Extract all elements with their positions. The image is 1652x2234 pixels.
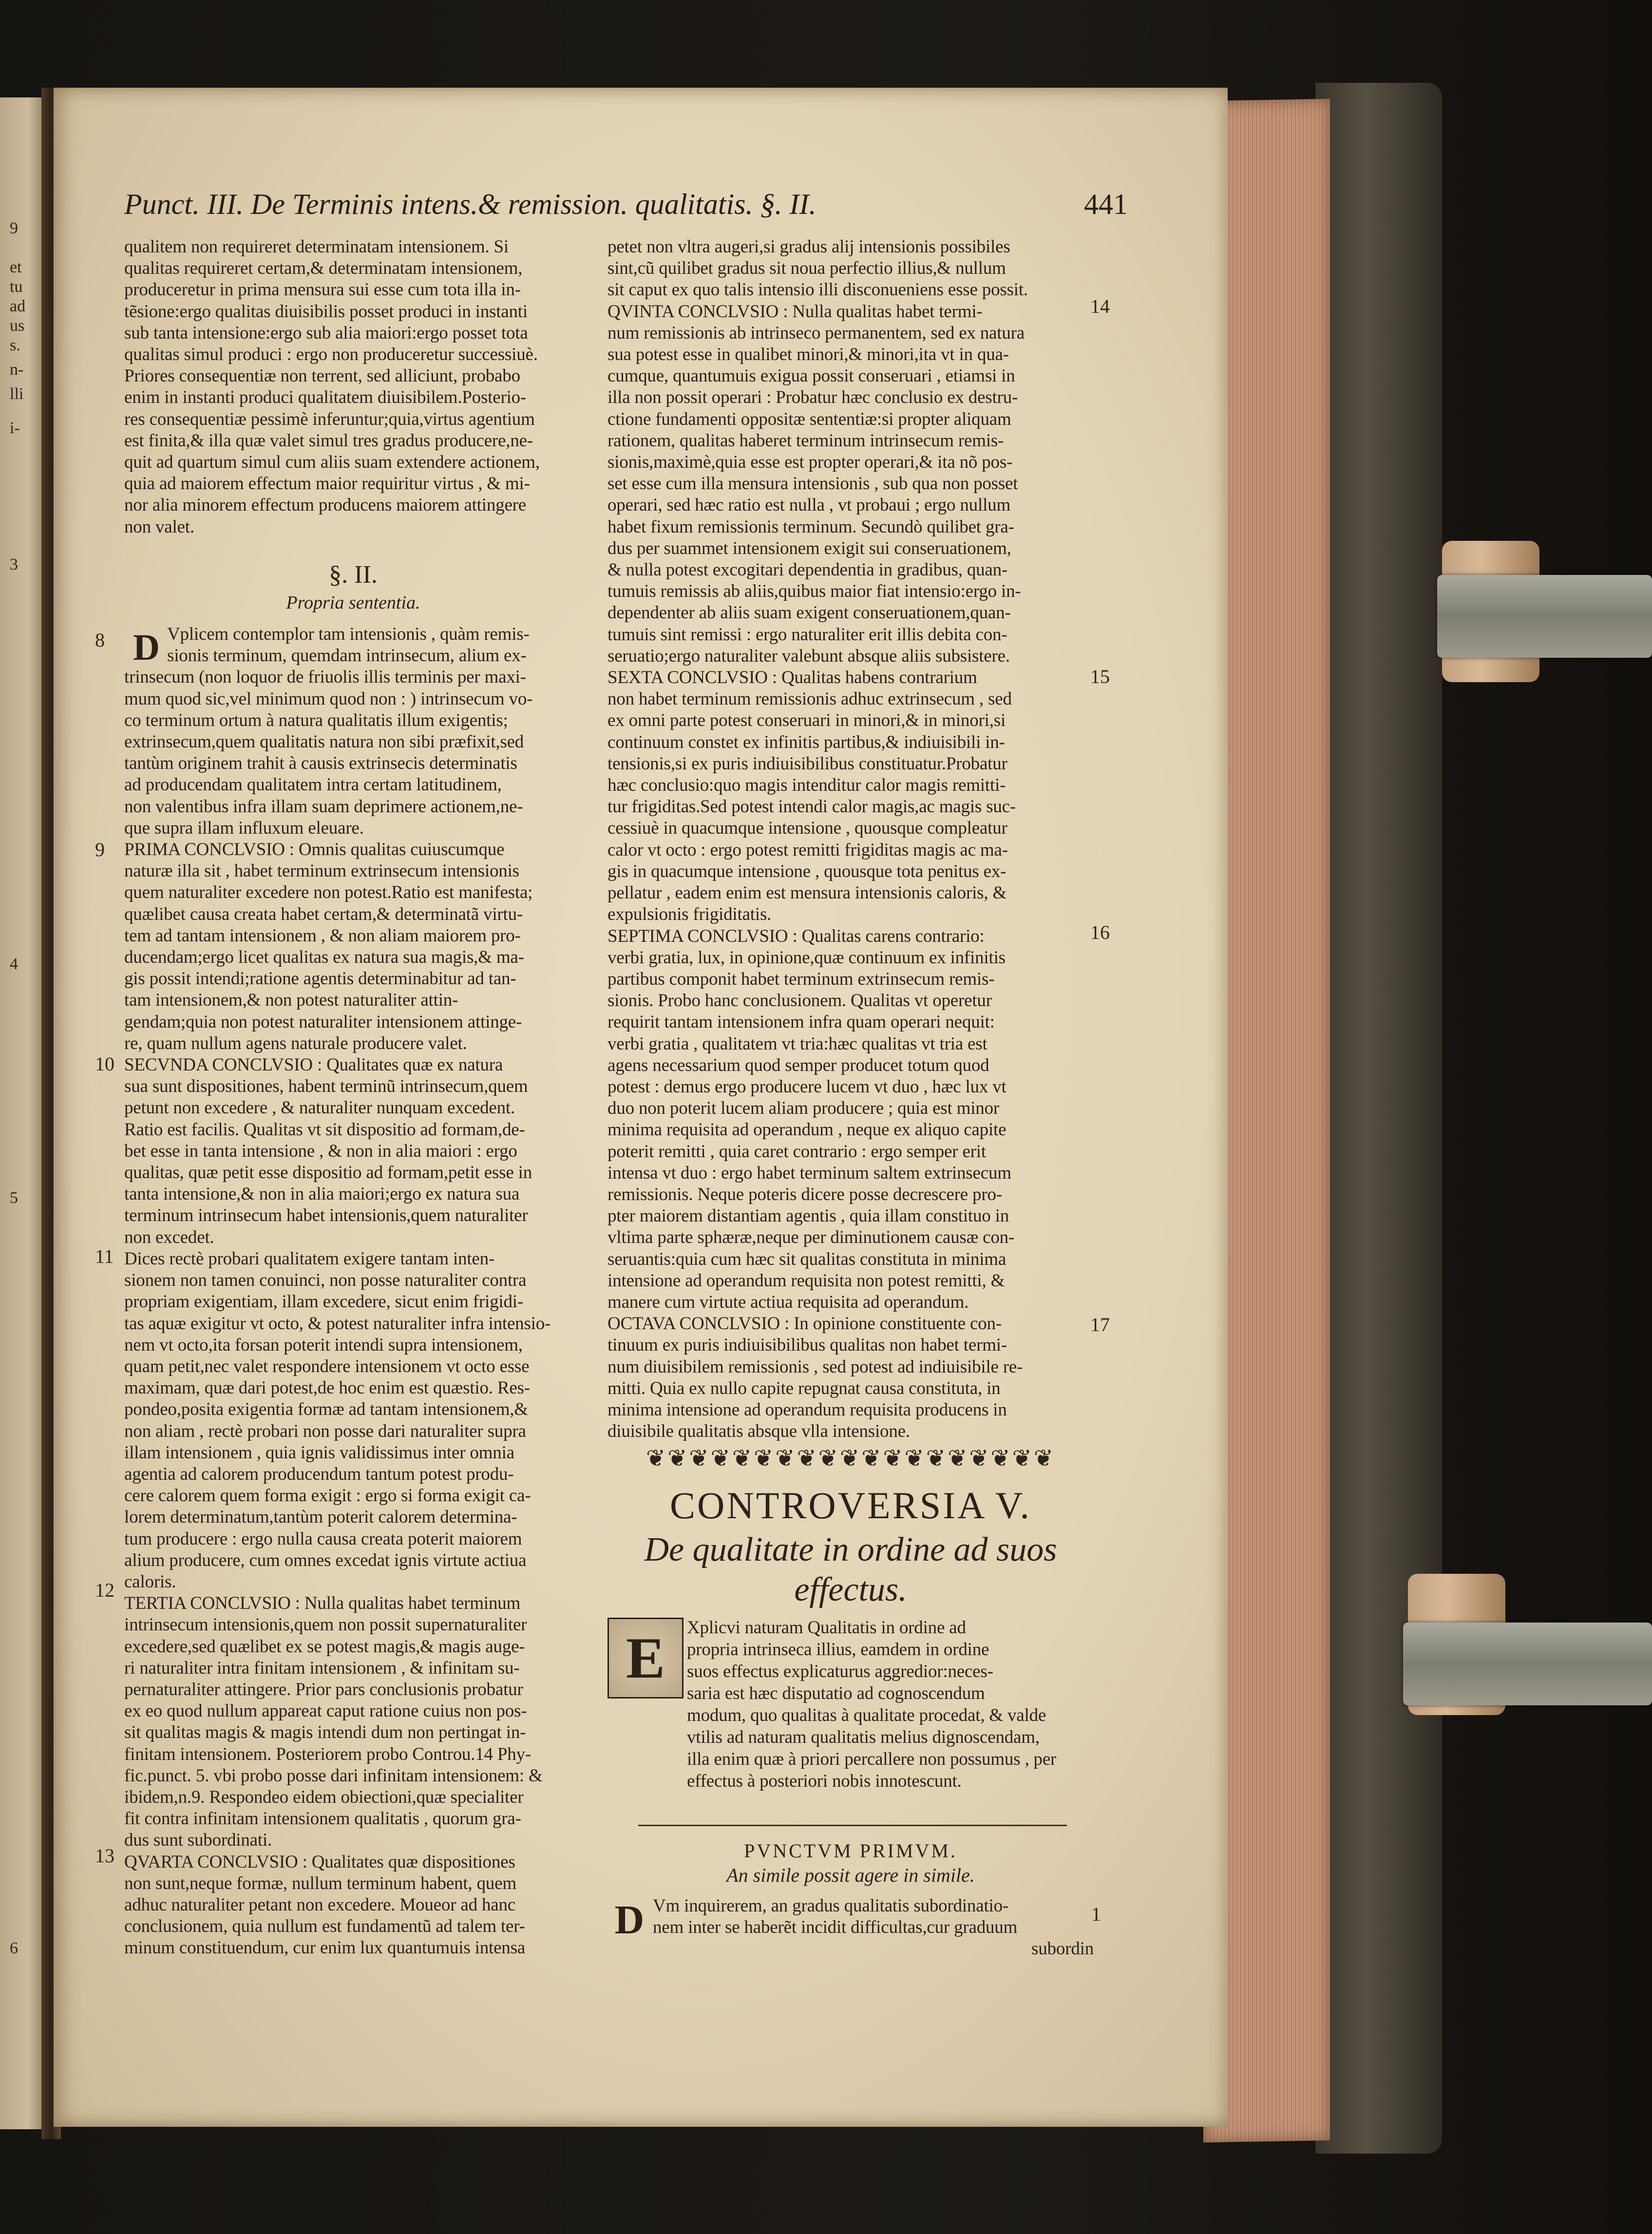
text-line: requirit tantam intensionem infra quam operari nequit:: [608, 1012, 995, 1032]
left-page-mark: tu: [10, 278, 23, 296]
text-line: tum producere : ergo nulla causa creata poterit maiorem: [124, 1528, 522, 1549]
text-line: maximam, quæ dari potest,de hoc enim est quæstio. Res-: [124, 1378, 530, 1398]
text-line: dependenter ab aliis suam exigent conseruationem,quan-: [608, 603, 1011, 623]
text-line: manere cum virtute actiua requisita ad operandum.: [608, 1292, 969, 1312]
text-line: saria est hæc disputatio ad cognoscendum: [687, 1683, 985, 1703]
text-line: QVINTA CONCLVSIO : Nulla qualitas habet termi-: [608, 301, 983, 322]
controversia-subtitle: De qualitate in ordine ad suos effectus.: [644, 1531, 1057, 1608]
section-subheading: Propria sententia.: [286, 592, 420, 613]
text-line: TERTIA CONCLVSIO : Nulla qualitas habet terminum: [124, 1593, 521, 1614]
text-line: pter maiorem distantiam agentis , quia illam constituo in: [608, 1206, 1009, 1226]
text-line: propria intrinseca illius, eamdem in ordine: [687, 1640, 989, 1660]
left-page-mark: i-: [10, 419, 20, 437]
text-line: lorem determinatum,tantùm poterit calorem determina-: [124, 1507, 517, 1528]
text-line: pondeo,posita exigentia formæ ad tantam intensionem,&: [124, 1399, 528, 1420]
text-line: num remissionis ab intrinseco permanentem, sed ex natura: [608, 323, 1025, 343]
controversia-title: CONTROVERSIA V.: [670, 1484, 1031, 1527]
text-line: quem naturaliter excedere non potest.Ratio est manifesta;: [124, 882, 533, 903]
text-line: intensione ad operandum requisita non potest remitti, &: [608, 1270, 1005, 1291]
text-line: Ratio est facilis. Qualitas vt sit dispositio ad formam,de-: [124, 1119, 525, 1140]
text-line: potest : demus ergo producere lucem vt duo , hæc lux vt: [608, 1076, 1006, 1097]
text-line: nem inter se haberẽt incidit difficultas,cur graduum: [653, 1917, 1018, 1938]
text-line: agens necessarium quod semper producet totum quod: [608, 1055, 989, 1075]
text-line: tensionis,si ex puris indiuisibilibus constituatur.Probatur: [608, 753, 1007, 774]
text-line: sub tanta intensione:ergo sub alia maiori:ergo posset tota: [124, 323, 528, 343]
text-line: re, quam nullum agens naturale producere valet.: [124, 1033, 467, 1053]
text-line: num diuisibilem remissionis , sed potest ad indiuisibile re-: [608, 1356, 1023, 1377]
text-line: extrinsecum,quem qualitatis natura non sibi præfixit,sed: [124, 732, 524, 752]
text-line: rationem, qualitas haberet terminum intrinsecum remis-: [608, 430, 1004, 451]
text-line: duo non poterit lucem aliam producere ; quia est minor: [608, 1098, 999, 1119]
text-line: sit caput ex quo talis intensio illi disconueniens esse possit.: [608, 280, 1028, 300]
left-page-mark: 5: [10, 1189, 18, 1207]
text-line: vtilis ad naturam qualitatis melius dignoscendam,: [687, 1727, 1040, 1747]
margin-number: 14: [1090, 295, 1110, 317]
text-line: alium producere, cum omnes excedat ignis virtute actiua: [124, 1550, 527, 1570]
text-line: poterit remitti , quia caret contrario : ergo semper erit: [608, 1141, 986, 1162]
left-page-mark: lli: [10, 385, 24, 403]
text-line: que supra illam influxum eleuare.: [124, 818, 364, 838]
text-line: minima requisita ad operandum , neque ex aliquo capite: [608, 1120, 1006, 1140]
margin-number: 15: [1090, 666, 1110, 687]
margin-number: 9: [95, 839, 105, 860]
text-line: qualitem non requireret determinatam intensionem. Si: [124, 237, 509, 257]
controversia-intro-text: [687, 1617, 1094, 1792]
horizontal-rule: [638, 1825, 1067, 1826]
text-line: hæc conclusio:quo magis intenditur calor magis remitti-: [608, 775, 1006, 796]
margin-number: 13: [95, 1845, 114, 1867]
text-line: diuisibile qualitatis absque vlla intensione.: [608, 1421, 910, 1442]
text-line: continuum constet ex infinitis partibus,& indiuisibili in-: [608, 732, 1005, 752]
text-line: remissionis. Neque poteris dicere posse decrescere pro-: [608, 1184, 1002, 1204]
text-line: nem vt octo,ita forsan poterit intendi supra intensionem,: [124, 1335, 523, 1355]
text-line: seruatio;ergo naturaliter valebunt absque aliis subsistere.: [608, 646, 1010, 666]
text-line: SECVNDA CONCLVSIO : Qualitates quæ ex natura: [124, 1055, 503, 1075]
text-line: PRIMA CONCLVSIO : Omnis qualitas cuiuscumque: [124, 840, 505, 860]
text-line: tas aquæ exigitur vt octo, & potest naturaliter infra intensio-: [124, 1313, 551, 1334]
margin-number: 11: [95, 1245, 114, 1267]
text-line: terminum intrinsecum habet intensionis,quem naturaliter: [124, 1205, 528, 1226]
text-line: pernaturaliter attingere. Prior pars conclusionis probatur: [124, 1679, 523, 1699]
right-column-text: [608, 236, 1095, 1442]
text-line: bet esse in tanta intensione , & non in alia maiori : ergo: [124, 1141, 517, 1161]
text-line: calor vt octo : ergo potest remitti frigiditas magis ac ma-: [608, 840, 1008, 860]
text-line: fit contra infinitam intensionem qualitatis , quorum gra-: [124, 1809, 521, 1829]
metal-clasp-lower: [1403, 1623, 1652, 1705]
text-line: non sunt,neque formæ, nullum terminum habent, quem: [124, 1873, 516, 1893]
text-line: operari, sed hæc ratio est nulla , vt probaui ; ergo nullum: [608, 495, 1011, 516]
dropcap-d-final: D: [614, 1897, 645, 1943]
text-line: Dices rectè probari qualitatem exigere tantam inten-: [124, 1248, 495, 1269]
text-line: suos effectus explicaturus aggredior:neces-: [687, 1661, 993, 1681]
text-line: petunt non excedere , & naturaliter nunquam excedent.: [124, 1098, 515, 1118]
text-line: gis possit intendi;ratione agentis determinabitur ad tan-: [124, 969, 516, 989]
text-line: OCTAVA CONCLVSIO : In opinione constituente con-: [608, 1314, 1002, 1334]
margin-number: 12: [95, 1579, 114, 1601]
text-line: qualitas simul produci : ergo non produceretur successiuè.: [124, 344, 538, 365]
text-line: ri naturaliter intra finitam intensionem , & infinitam su-: [124, 1658, 520, 1678]
text-line: ad producendam qualitatem intra certam latitudinem,: [124, 775, 502, 795]
text-line: verbi gratia , qualitatem vt tria:hæc qualitas vt tria est: [608, 1033, 987, 1054]
text-line: tinuum ex puris indiuisibilibus qualitas non habet termi-: [608, 1335, 1007, 1356]
text-line: sionem non tamen conuinci, non posse naturaliter contra: [124, 1270, 527, 1291]
margin-number: 16: [1090, 921, 1110, 943]
text-line: propriam exigentiam, illam excedere, sicut enim frigidi-: [124, 1292, 523, 1312]
text-line: ducendam;ergo licet qualitas ex natura sua magis,& ma-: [124, 947, 524, 968]
page-number: 441: [1084, 188, 1128, 220]
text-line: dus sunt subordinati.: [124, 1830, 272, 1851]
text-line: seruantis:quia cum hæc sit qualitas constituta in minima: [608, 1249, 1006, 1269]
text-line: subordin: [1031, 1939, 1094, 1959]
final-text: [653, 1895, 1094, 1960]
section-heading: §. II.: [329, 561, 378, 589]
text-line: non valet.: [124, 516, 194, 537]
text-line: sint,cũ quilibet gradus sit noua perfectio illius,& nullum: [608, 258, 1006, 279]
text-line: SEXTA CONCLVSIO : Qualitas habens contrarium: [608, 668, 977, 688]
text-line: fic.punct. 5. vbi probo posse dari infinitam intensionem: &: [124, 1765, 543, 1786]
margin-number: 10: [95, 1053, 114, 1075]
text-line: expulsionis frigiditatis.: [608, 904, 772, 925]
text-line: tantùm originem trahit à causis extrinsecis determinatis: [124, 753, 517, 774]
text-line: quia ad maiorem effectum maior requiritur virtus , & mi-: [124, 474, 530, 494]
text-line: SEPTIMA CONCLVSIO : Qualitas carens contrario:: [608, 926, 985, 946]
text-line: qualitas, quæ petit esse dispositio ad formam,petit esse in: [124, 1163, 532, 1183]
left-page-mark: 9: [10, 219, 18, 237]
text-line: quit ad quartum simul cum aliis suam extendere actionem,: [124, 452, 540, 473]
text-line: dus per suammet intensionem exigit sui conseruationem,: [608, 538, 1011, 558]
text-line: illa non possit operari : Probatur hæc conclusio ex destru-: [608, 387, 1018, 408]
margin-number: 8: [95, 629, 105, 651]
text-line: intrinsecum intensionis,quem non possit supernaturaliter: [124, 1615, 527, 1635]
text-line: cessiuè in quacumque intensione , quousque compleatur: [608, 818, 1007, 839]
left-page-mark: s.: [10, 336, 20, 354]
text-line: effectus à posteriori nobis innotescunt.: [687, 1771, 962, 1791]
final-margin-number: 1: [1091, 1903, 1101, 1925]
text-line: co terminum ortum à natura qualitatis illum exigentis;: [124, 710, 508, 730]
book-cover-board: [1315, 83, 1442, 2154]
text-line: gendam;quia non potest naturaliter intensionem attinge-: [124, 1012, 522, 1032]
text-line: non excedet.: [124, 1227, 214, 1247]
text-line: verbi gratia, lux, in opinione,quæ continuum ex infinitis: [608, 947, 1006, 968]
left-column-body: [124, 624, 582, 1959]
text-line: res consequentiæ pessimè inferuntur;quia,virtus agentium: [124, 409, 535, 429]
text-line: cumque, quantumuis exigua possit conseruari , etiamsi in: [608, 366, 1015, 386]
text-line: produceretur in prima mensura sui esse cum tota illa in-: [124, 280, 521, 300]
left-page-mark: 3: [10, 555, 18, 573]
running-header: [124, 188, 1128, 227]
text-line: sua potest esse in qualibet minori,& minori,ita vt in qua-: [608, 344, 1009, 365]
text-line: qualitas requireret certam,& determinatam intensionem,: [124, 258, 523, 279]
left-page-mark: 6: [10, 1939, 18, 1957]
left-page-mark: us: [10, 317, 25, 335]
text-line: trinsecum (non loquor de friuolis illis terminis per maxi-: [124, 667, 526, 687]
text-line: sionis. Probo hanc conclusionem. Qualitas vt operetur: [608, 991, 992, 1011]
text-line: intensa vt duo : ergo habet terminum saltem extrinsecum: [608, 1163, 1011, 1183]
text-line: minima intensione ad operandum requisita producens in: [608, 1399, 1007, 1420]
left-page-mark: n-: [10, 361, 24, 379]
text-line: non aliam , rectè probari non posse dari naturaliter supra: [124, 1421, 526, 1441]
text-line: mum quod sic,vel minimum quod non : ) intrinsecum vo-: [124, 688, 533, 709]
margin-number: 17: [1090, 1314, 1110, 1336]
text-line: naturæ illa sit , habet terminum extrinsecum intensionis: [124, 861, 519, 881]
text-line: excedere,sed quælibet ex se potest magis,& magis auge-: [124, 1636, 525, 1657]
text-line: petet non vltra augeri,si gradus alij intensionis possibiles: [608, 237, 1010, 257]
dropcap-d: D: [133, 627, 160, 668]
text-line: Priores consequentiæ non terrent, sed alliciunt, probabo: [124, 366, 520, 386]
text-line: illam intensionem , quia ignis validissimus inter omnia: [124, 1442, 514, 1463]
text-line: ctione fundamenti oppositæ sententiæ:si propter aliquam: [608, 409, 1011, 429]
text-line: caloris.: [124, 1571, 176, 1592]
text-line: Vplicem contemplor tam intensionis , quàm remis-: [167, 624, 530, 644]
text-line: Vm inquirerem, an gradus qualitatis subordinatio-: [653, 1896, 1009, 1916]
text-line: sionis,maximè,quia esse est propter operari,& ita nõ pos-: [608, 452, 1013, 473]
text-line: agentia ad calorem producendum tantum potest produ-: [124, 1464, 514, 1484]
text-line: conclusionem, quia nullum est fundamentũ ad talem ter-: [124, 1916, 525, 1937]
text-line: tem ad tantam intensionem , & non aliam maiorem pro-: [124, 925, 521, 946]
left-page-mark: et: [10, 258, 22, 276]
text-line: illa enim quæ à priori percallere non possumus , per: [687, 1749, 1057, 1769]
left-page-mark: ad: [10, 297, 26, 315]
text-line: set esse cum illa mensura intensionis , sub qua non posset: [608, 474, 1018, 494]
text-line: non habet terminum remissionis adhuc extrinsecum , sed: [608, 689, 1012, 709]
text-line: gis in quacumque intensione , quousque tota penitus ex-: [608, 861, 1006, 881]
text-line: minum constituendum, cur enim lux quantumuis intensa: [124, 1938, 526, 1958]
decorated-initial-e: E: [608, 1618, 684, 1699]
text-line: adhuc naturaliter petant non excedere. Moueor ad hanc: [124, 1894, 516, 1915]
text-line: tẽsione:ergo qualitas diuisibilis posset produci in instanti: [124, 301, 528, 322]
text-line: partibus componit habet terminum extrinsecum remis-: [608, 969, 995, 989]
text-line: quam petit,nec valet respondere intensionem vt octo esse: [124, 1356, 530, 1376]
text-line: tam intensionem,& non potest naturaliter attin-: [124, 990, 458, 1011]
text-line: ex eo quod nullum appareat caput ratione cuius non pos-: [124, 1701, 527, 1721]
left-page-mark: 4: [10, 955, 18, 973]
text-line: pellatur , eadem enim est mensura intensionis caloris, &: [608, 883, 1007, 903]
text-line: tumuis sint remissi : ergo naturaliter erit illis debita con-: [608, 624, 1007, 645]
text-line: non valentibus infra illam suam deprimere actionem,ne-: [124, 796, 523, 817]
ornamental-border: ❦❦❦❦❦❦❦❦❦❦❦❦❦❦❦❦❦❦❦: [646, 1446, 1056, 1471]
punctum-subtitle: An simile possit agere in simile.: [726, 1864, 975, 1886]
text-line: modum, quo qualitas à qualitate procedat, & valde: [687, 1705, 1046, 1725]
text-line: ibidem,n.9. Respondeo eidem obiectioni,quæ specialiter: [124, 1787, 524, 1807]
text-line: & nulla potest excogitari dependentia in gradibus, quan-: [608, 560, 1008, 580]
text-line: tumuis remissis ab aliis,quibus maior fiat intensio:ergo in-: [608, 581, 1021, 602]
text-line: est finita,& illa quæ valet simul tres gradus producere,ne-: [124, 430, 533, 451]
text-line: tur frigiditas.Sed potest intendi calor magis,ac magis suc-: [608, 797, 1016, 817]
text-line: quælibet causa creata habet certam,& determinatã virtu-: [124, 904, 523, 924]
text-line: sionis terminum, quemdam intrinsecum, alium ex-: [167, 646, 527, 666]
metal-clasp-upper: [1437, 575, 1652, 658]
left-column-top: [124, 236, 582, 538]
punctum-title: PVNCTVM PRIMVM.: [744, 1840, 957, 1862]
text-line: enim in instanti produci qualitatem diuisibilem.Posterio-: [124, 387, 527, 408]
text-line: habet fixum remissionis terminum. Secundò quilibet gra-: [608, 516, 1014, 537]
text-line: cere calorem quem forma exigit : ergo si forma exigit ca-: [124, 1486, 531, 1506]
text-line: sua sunt dispositiones, habent terminũ intrinsecum,quem: [124, 1076, 528, 1097]
text-line: sit qualitas magis & magis intendi dum non pertingat in-: [124, 1722, 526, 1743]
text-line: tanta intensione,& non in alia maiori;ergo ex natura sua: [124, 1184, 520, 1204]
text-line: finitam intensionem. Posteriorem probo Controu.14 Phy-: [124, 1744, 531, 1764]
text-line: mitti. Quia ex nullo capite repugnat causa constituta, in: [608, 1378, 1001, 1398]
text-line: ex omni parte potest conseruari in minori,& in minori,si: [608, 710, 1006, 731]
running-title: Punct. III. De Terminis intens.& remission. qualitatis. §. II.: [124, 188, 817, 220]
text-line: QVARTA CONCLVSIO : Qualitates quæ dispositiones: [124, 1852, 515, 1872]
text-line: vltima parte sphæræ,neque per diminutionem causæ con-: [608, 1227, 1015, 1248]
text-line: nor alia minorem effectum producens maiorem attingere: [124, 495, 527, 516]
text-line: Xplicvi naturam Qualitatis in ordine ad: [687, 1618, 966, 1638]
